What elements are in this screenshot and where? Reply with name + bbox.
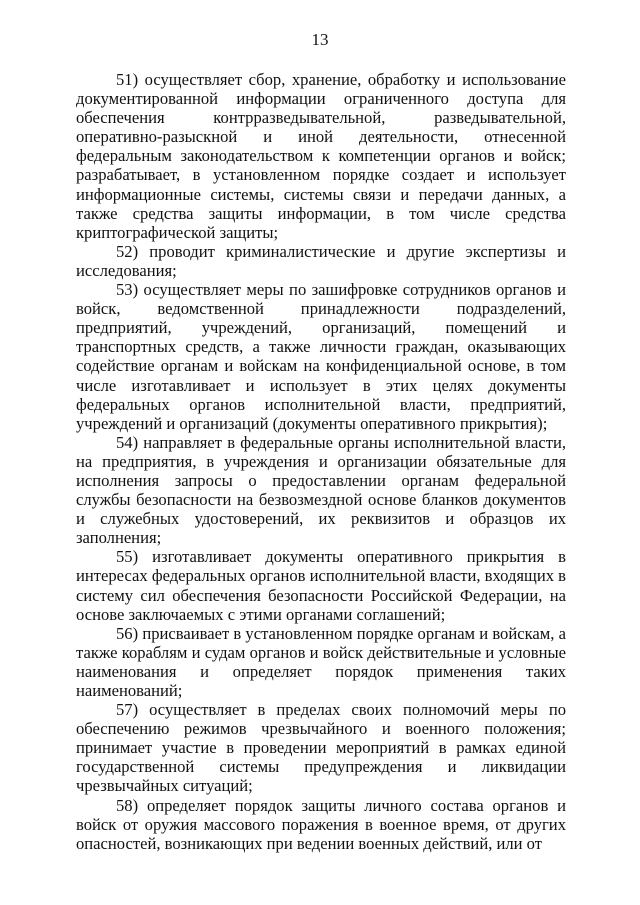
paragraph-51: 51) осуществляет сбор, хранение, обработку и использование документированной информации ограниченного доступа для обеспечения контрразведывательной, разведывательной, оперативно-разыскной и иной деятельности, отнесенной федеральным законодательством к компетенции органов и войск; разрабатывает, в установленном порядке создает и использует информационные системы, системы связи и передачи данных, а также средства защиты информации, в том числе средства криптографической защиты; [76, 70, 566, 242]
paragraph-58: 58) определяет порядок защиты личного состава органов и войск от оружия массового поражения в военное время, от других опасностей, возникающих при ведении военных действий, или от [76, 795, 566, 853]
document-body [76, 70, 566, 853]
page-number: 13 [311, 30, 329, 49]
paragraph-57: 57) осуществляет в пределах своих полномочий меры по обеспечению режимов чрезвычайного и военного положения; принимает участие в проведении мероприятий в рамках единой государственной системы предупреждения и ликвидации чрезвычайных ситуаций; [76, 700, 566, 796]
paragraph-54: 54) направляет в федеральные органы исполнительной власти, на предприятия, в учреждения и организации обязательные для исполнения запросы о предоставлении органам федеральной службы безопасности на безвозмездной основе бланков документов и служебных удостоверений, их реквизитов и образцов их заполнения; [76, 432, 566, 548]
paragraph-53: 53) осуществляет меры по зашифровке сотрудников органов и войск, ведомственной принадлежности подразделений, предприятий, учреждений, организаций, помещений и транспортных средств, а также личности граждан, оказывающих содействие органам и войскам на конфиденциальной основе, в том числе изготавливает и использует в этих целях документы федеральных органов исполнительной власти, предприятий, учреждений и организаций (документы оперативного прикрытия); [76, 280, 566, 433]
paragraph-56: 56) присваивает в установленном порядке органам и войскам, а также кораблям и судам органов и войск действительные и условные наименования и определяет порядок применения таких наименований; [76, 623, 566, 700]
paragraph-55: 55) изготавливает документы оперативного прикрытия в интересах федеральных органов исполнительной власти, входящих в систему сил обеспечения безопасности Российской Федерации, на основе заключаемых с этими органами соглашений; [76, 547, 566, 624]
paragraph-52: 52) проводит криминалистические и другие экспертизы и исследования; [76, 241, 566, 280]
